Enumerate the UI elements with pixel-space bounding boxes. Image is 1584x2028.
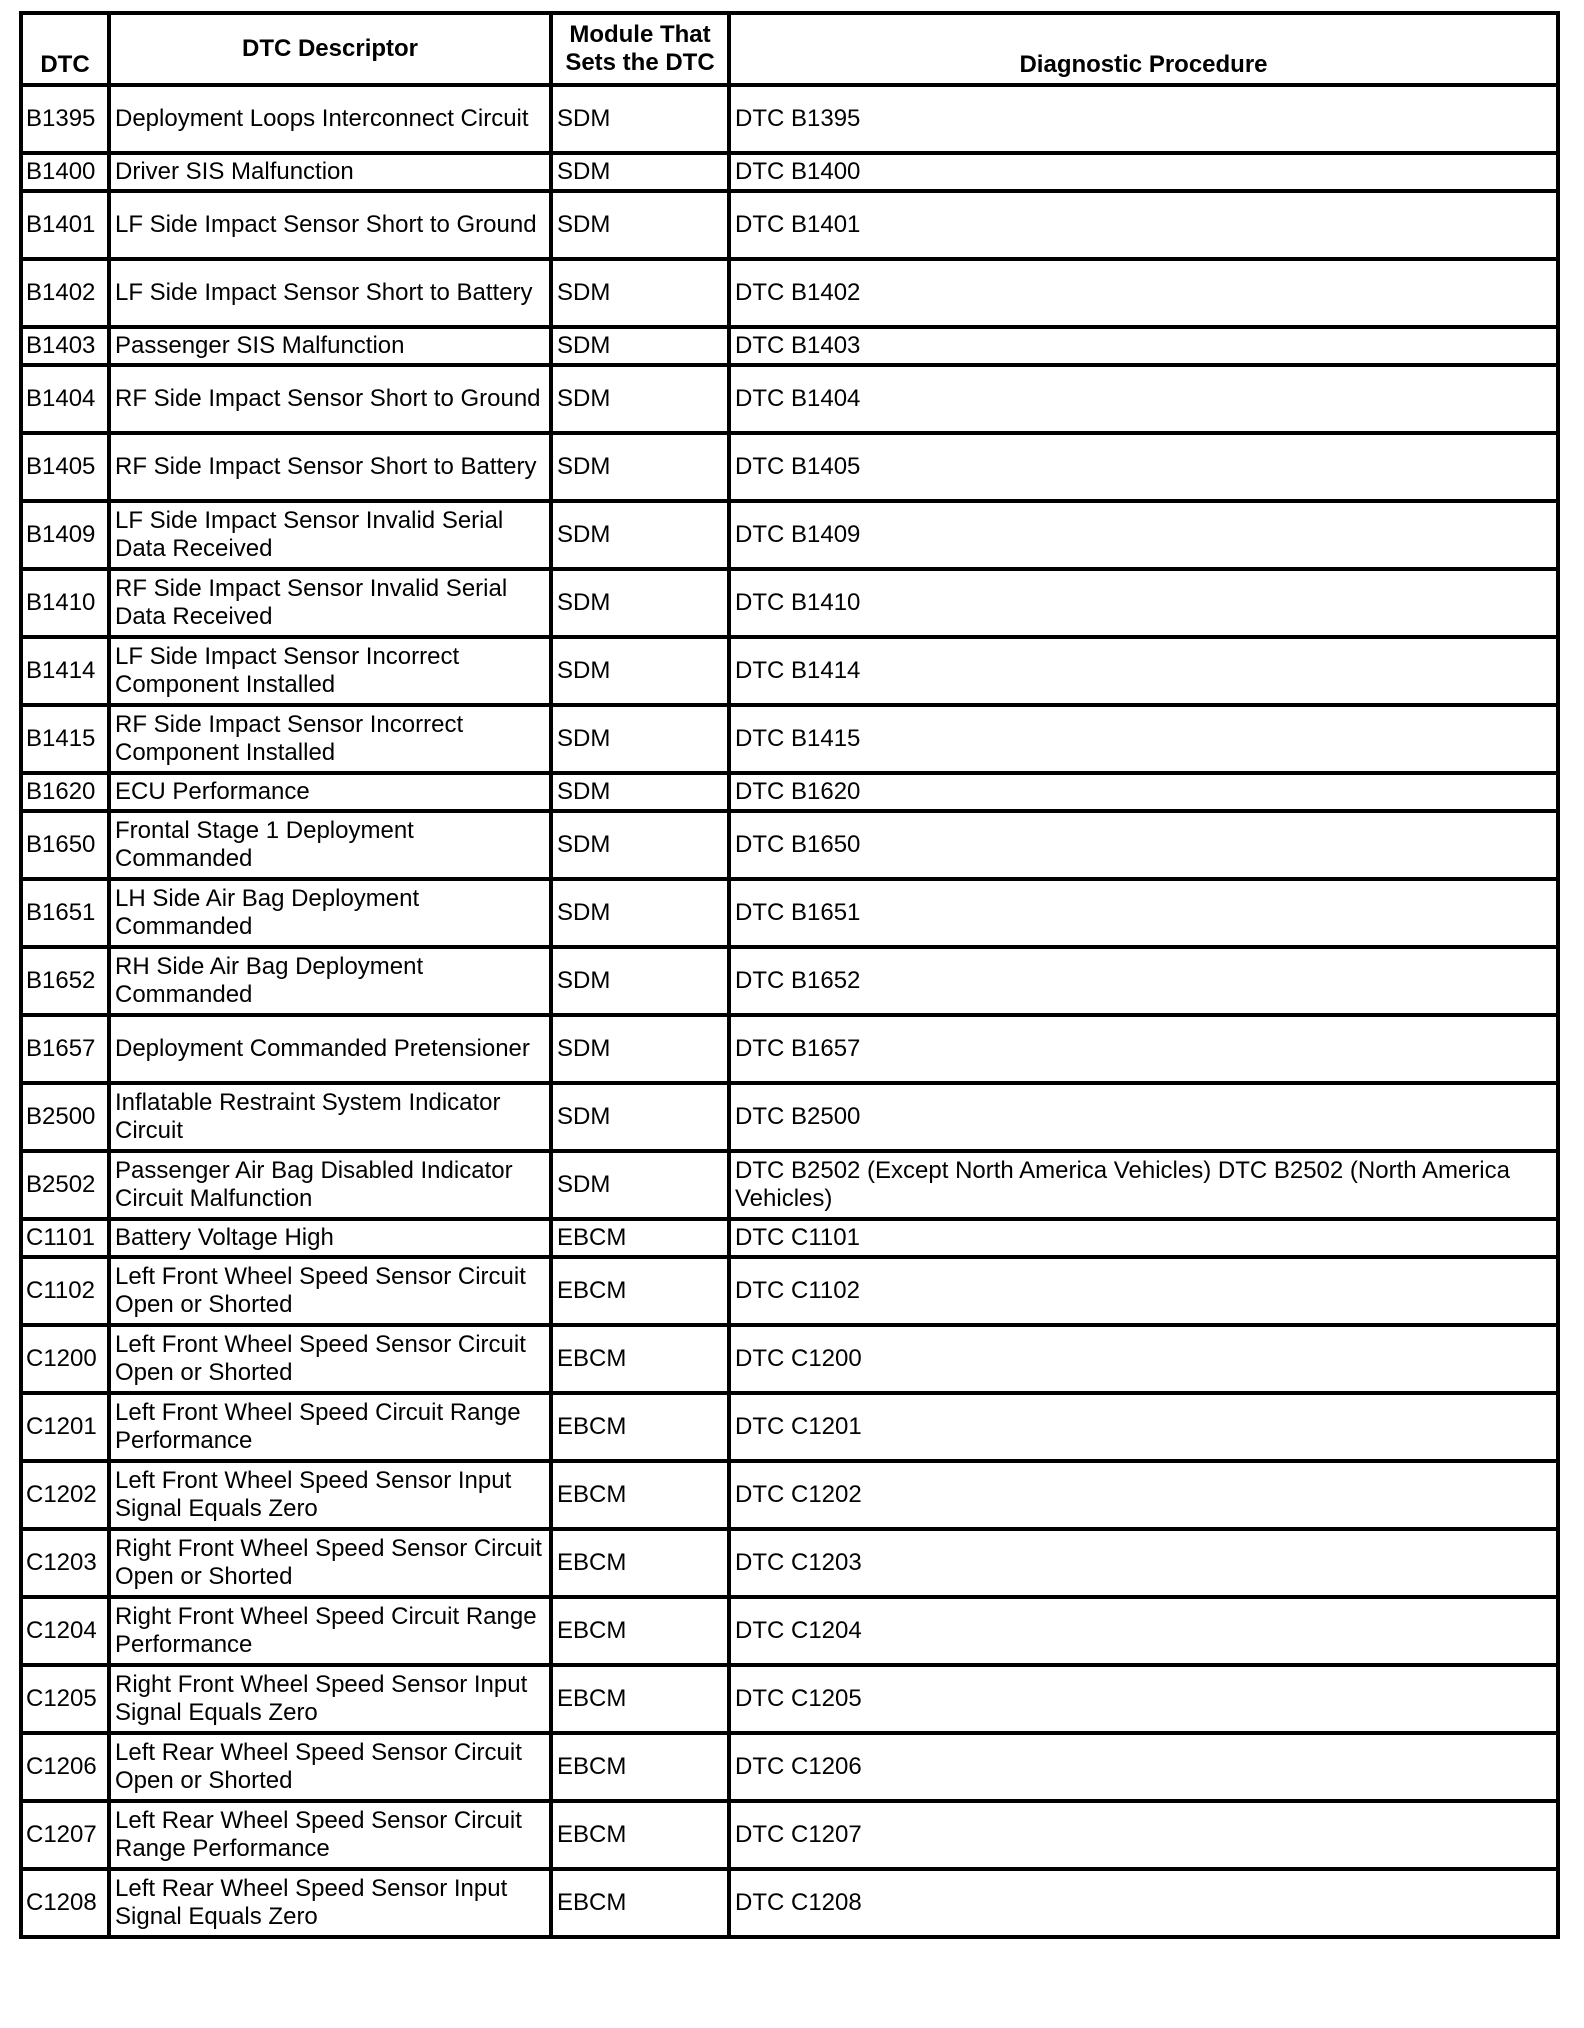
descriptor-cell: Left Front Wheel Speed Sensor Circuit Open or Shorted — [109, 1325, 551, 1393]
dtc-code-cell: B1409 — [21, 501, 109, 569]
table-row — [21, 153, 1558, 191]
dtc-code-cell: C1201 — [21, 1393, 109, 1461]
module-cell: EBCM — [551, 1257, 729, 1325]
procedure-cell: DTC C1208 — [729, 1869, 1558, 1937]
table-row — [21, 1733, 1558, 1801]
table-row — [21, 191, 1558, 259]
dtc-code-cell: B1400 — [21, 153, 109, 191]
table-row — [21, 705, 1558, 773]
descriptor-cell: Left Front Wheel Speed Circuit Range Performance — [109, 1393, 551, 1461]
dtc-code-cell: B1402 — [21, 259, 109, 327]
module-cell: SDM — [551, 1015, 729, 1083]
descriptor-cell: Left Front Wheel Speed Sensor Input Signal Equals Zero — [109, 1461, 551, 1529]
descriptor-cell: LH Side Air Bag Deployment Commanded — [109, 879, 551, 947]
table-row — [21, 1665, 1558, 1733]
table-row — [21, 1083, 1558, 1151]
procedure-cell: DTC B1400 — [729, 153, 1558, 191]
module-cell: SDM — [551, 637, 729, 705]
procedure-cell: DTC C1202 — [729, 1461, 1558, 1529]
module-cell: EBCM — [551, 1801, 729, 1869]
table-row — [21, 1597, 1558, 1665]
descriptor-cell: Passenger Air Bag Disabled Indicator Circuit Malfunction — [109, 1151, 551, 1219]
dtc-code-cell: B1650 — [21, 811, 109, 879]
descriptor-cell: RF Side Impact Sensor Short to Battery — [109, 433, 551, 501]
table-row — [21, 1151, 1558, 1219]
table-row — [21, 365, 1558, 433]
procedure-cell: DTC C1205 — [729, 1665, 1558, 1733]
procedure-cell: DTC B1620 — [729, 773, 1558, 811]
module-cell: SDM — [551, 85, 729, 153]
module-cell: SDM — [551, 879, 729, 947]
header-dtc: DTC — [21, 13, 109, 85]
descriptor-cell: Left Rear Wheel Speed Sensor Circuit Open or Shorted — [109, 1733, 551, 1801]
module-cell: SDM — [551, 501, 729, 569]
dtc-code-cell: B1651 — [21, 879, 109, 947]
module-cell: SDM — [551, 153, 729, 191]
dtc-code-cell: C1202 — [21, 1461, 109, 1529]
table-row — [21, 1257, 1558, 1325]
module-cell: SDM — [551, 327, 729, 365]
dtc-table — [19, 11, 1560, 1939]
module-cell: EBCM — [551, 1869, 729, 1937]
procedure-cell: DTC B1409 — [729, 501, 1558, 569]
table-row — [21, 501, 1558, 569]
module-cell: SDM — [551, 191, 729, 259]
procedure-cell: DTC B1657 — [729, 1015, 1558, 1083]
descriptor-cell: Right Front Wheel Speed Circuit Range Performance — [109, 1597, 551, 1665]
module-cell: EBCM — [551, 1733, 729, 1801]
table-row — [21, 327, 1558, 365]
procedure-cell: DTC B1414 — [729, 637, 1558, 705]
procedure-cell: DTC B1650 — [729, 811, 1558, 879]
descriptor-cell: Inflatable Restraint System Indicator Circuit — [109, 1083, 551, 1151]
procedure-cell: DTC C1201 — [729, 1393, 1558, 1461]
procedure-cell: DTC C1206 — [729, 1733, 1558, 1801]
module-cell: SDM — [551, 1151, 729, 1219]
dtc-code-cell: B1657 — [21, 1015, 109, 1083]
procedure-cell: DTC B2500 — [729, 1083, 1558, 1151]
table-row — [21, 569, 1558, 637]
table-row — [21, 773, 1558, 811]
descriptor-cell: ECU Performance — [109, 773, 551, 811]
dtc-code-cell: B1405 — [21, 433, 109, 501]
descriptor-cell: Right Front Wheel Speed Sensor Circuit Open or Shorted — [109, 1529, 551, 1597]
table-row — [21, 1529, 1558, 1597]
module-cell: SDM — [551, 259, 729, 327]
dtc-code-cell: B1401 — [21, 191, 109, 259]
module-cell: EBCM — [551, 1393, 729, 1461]
dtc-code-cell: B1410 — [21, 569, 109, 637]
dtc-code-cell: C1207 — [21, 1801, 109, 1869]
procedure-cell: DTC B1404 — [729, 365, 1558, 433]
procedure-cell: DTC B1410 — [729, 569, 1558, 637]
descriptor-cell: RF Side Impact Sensor Incorrect Component Installed — [109, 705, 551, 773]
descriptor-cell: Right Front Wheel Speed Sensor Input Signal Equals Zero — [109, 1665, 551, 1733]
dtc-code-cell: B1415 — [21, 705, 109, 773]
procedure-cell: DTC B1395 — [729, 85, 1558, 153]
descriptor-cell: Deployment Commanded Pretensioner — [109, 1015, 551, 1083]
procedure-cell: DTC C1102 — [729, 1257, 1558, 1325]
dtc-code-cell: C1206 — [21, 1733, 109, 1801]
module-cell: SDM — [551, 569, 729, 637]
descriptor-cell: Deployment Loops Interconnect Circuit — [109, 85, 551, 153]
table-row — [21, 879, 1558, 947]
header-module: Module That Sets the DTC — [551, 13, 729, 85]
dtc-code-cell: C1204 — [21, 1597, 109, 1665]
table-row — [21, 433, 1558, 501]
dtc-code-cell: B1620 — [21, 773, 109, 811]
dtc-code-cell: B1403 — [21, 327, 109, 365]
module-cell: EBCM — [551, 1665, 729, 1733]
dtc-code-cell: B1652 — [21, 947, 109, 1015]
descriptor-cell: Frontal Stage 1 Deployment Commanded — [109, 811, 551, 879]
procedure-cell: DTC B1652 — [729, 947, 1558, 1015]
procedure-cell: DTC B1415 — [729, 705, 1558, 773]
descriptor-cell: Driver SIS Malfunction — [109, 153, 551, 191]
dtc-code-cell: B1395 — [21, 85, 109, 153]
procedure-cell: DTC B1651 — [729, 879, 1558, 947]
procedure-cell: DTC C1204 — [729, 1597, 1558, 1665]
descriptor-cell: LF Side Impact Sensor Invalid Serial Data Received — [109, 501, 551, 569]
procedure-cell: DTC B1401 — [729, 191, 1558, 259]
table-row — [21, 1325, 1558, 1393]
table-row — [21, 811, 1558, 879]
module-cell: SDM — [551, 705, 729, 773]
procedure-cell: DTC C1200 — [729, 1325, 1558, 1393]
dtc-code-cell: C1102 — [21, 1257, 109, 1325]
descriptor-cell: RF Side Impact Sensor Invalid Serial Data Received — [109, 569, 551, 637]
descriptor-cell: Left Front Wheel Speed Sensor Circuit Open or Shorted — [109, 1257, 551, 1325]
dtc-code-cell: C1101 — [21, 1219, 109, 1257]
module-cell: EBCM — [551, 1461, 729, 1529]
header-procedure: Diagnostic Procedure — [729, 13, 1558, 85]
module-cell: EBCM — [551, 1597, 729, 1665]
dtc-code-cell: C1203 — [21, 1529, 109, 1597]
table-row — [21, 1219, 1558, 1257]
dtc-code-cell: B1404 — [21, 365, 109, 433]
procedure-cell: DTC B2502 (Except North America Vehicles) DTC B2502 (North America Vehicles) — [729, 1151, 1558, 1219]
descriptor-cell: LF Side Impact Sensor Short to Ground — [109, 191, 551, 259]
dtc-code-cell: B2502 — [21, 1151, 109, 1219]
procedure-cell: DTC B1402 — [729, 259, 1558, 327]
procedure-cell: DTC C1101 — [729, 1219, 1558, 1257]
descriptor-cell: LF Side Impact Sensor Incorrect Component Installed — [109, 637, 551, 705]
table-row — [21, 259, 1558, 327]
dtc-code-cell: C1200 — [21, 1325, 109, 1393]
dtc-code-cell: C1208 — [21, 1869, 109, 1937]
module-cell: SDM — [551, 947, 729, 1015]
module-cell: SDM — [551, 433, 729, 501]
descriptor-cell: Passenger SIS Malfunction — [109, 327, 551, 365]
module-cell: SDM — [551, 365, 729, 433]
table-row — [21, 1393, 1558, 1461]
descriptor-cell: RH Side Air Bag Deployment Commanded — [109, 947, 551, 1015]
table-row — [21, 947, 1558, 1015]
procedure-cell: DTC B1405 — [729, 433, 1558, 501]
table-row — [21, 1801, 1558, 1869]
table-row — [21, 1015, 1558, 1083]
procedure-cell: DTC C1203 — [729, 1529, 1558, 1597]
table-row — [21, 1461, 1558, 1529]
table-row — [21, 637, 1558, 705]
dtc-code-cell: B2500 — [21, 1083, 109, 1151]
dtc-code-cell: B1414 — [21, 637, 109, 705]
table-row — [21, 85, 1558, 153]
descriptor-cell: Left Rear Wheel Speed Sensor Input Signal Equals Zero — [109, 1869, 551, 1937]
module-cell: EBCM — [551, 1219, 729, 1257]
module-cell: SDM — [551, 773, 729, 811]
header-descriptor: DTC Descriptor — [109, 13, 551, 85]
header-row — [21, 13, 1558, 85]
descriptor-cell: Battery Voltage High — [109, 1219, 551, 1257]
table-body — [21, 85, 1558, 1937]
module-cell: SDM — [551, 811, 729, 879]
procedure-cell: DTC B1403 — [729, 327, 1558, 365]
table-header — [21, 13, 1558, 85]
descriptor-cell: Left Rear Wheel Speed Sensor Circuit Range Performance — [109, 1801, 551, 1869]
table-row — [21, 1869, 1558, 1937]
descriptor-cell: LF Side Impact Sensor Short to Battery — [109, 259, 551, 327]
descriptor-cell: RF Side Impact Sensor Short to Ground — [109, 365, 551, 433]
procedure-cell: DTC C1207 — [729, 1801, 1558, 1869]
dtc-code-cell: C1205 — [21, 1665, 109, 1733]
module-cell: SDM — [551, 1083, 729, 1151]
module-cell: EBCM — [551, 1529, 729, 1597]
module-cell: EBCM — [551, 1325, 729, 1393]
